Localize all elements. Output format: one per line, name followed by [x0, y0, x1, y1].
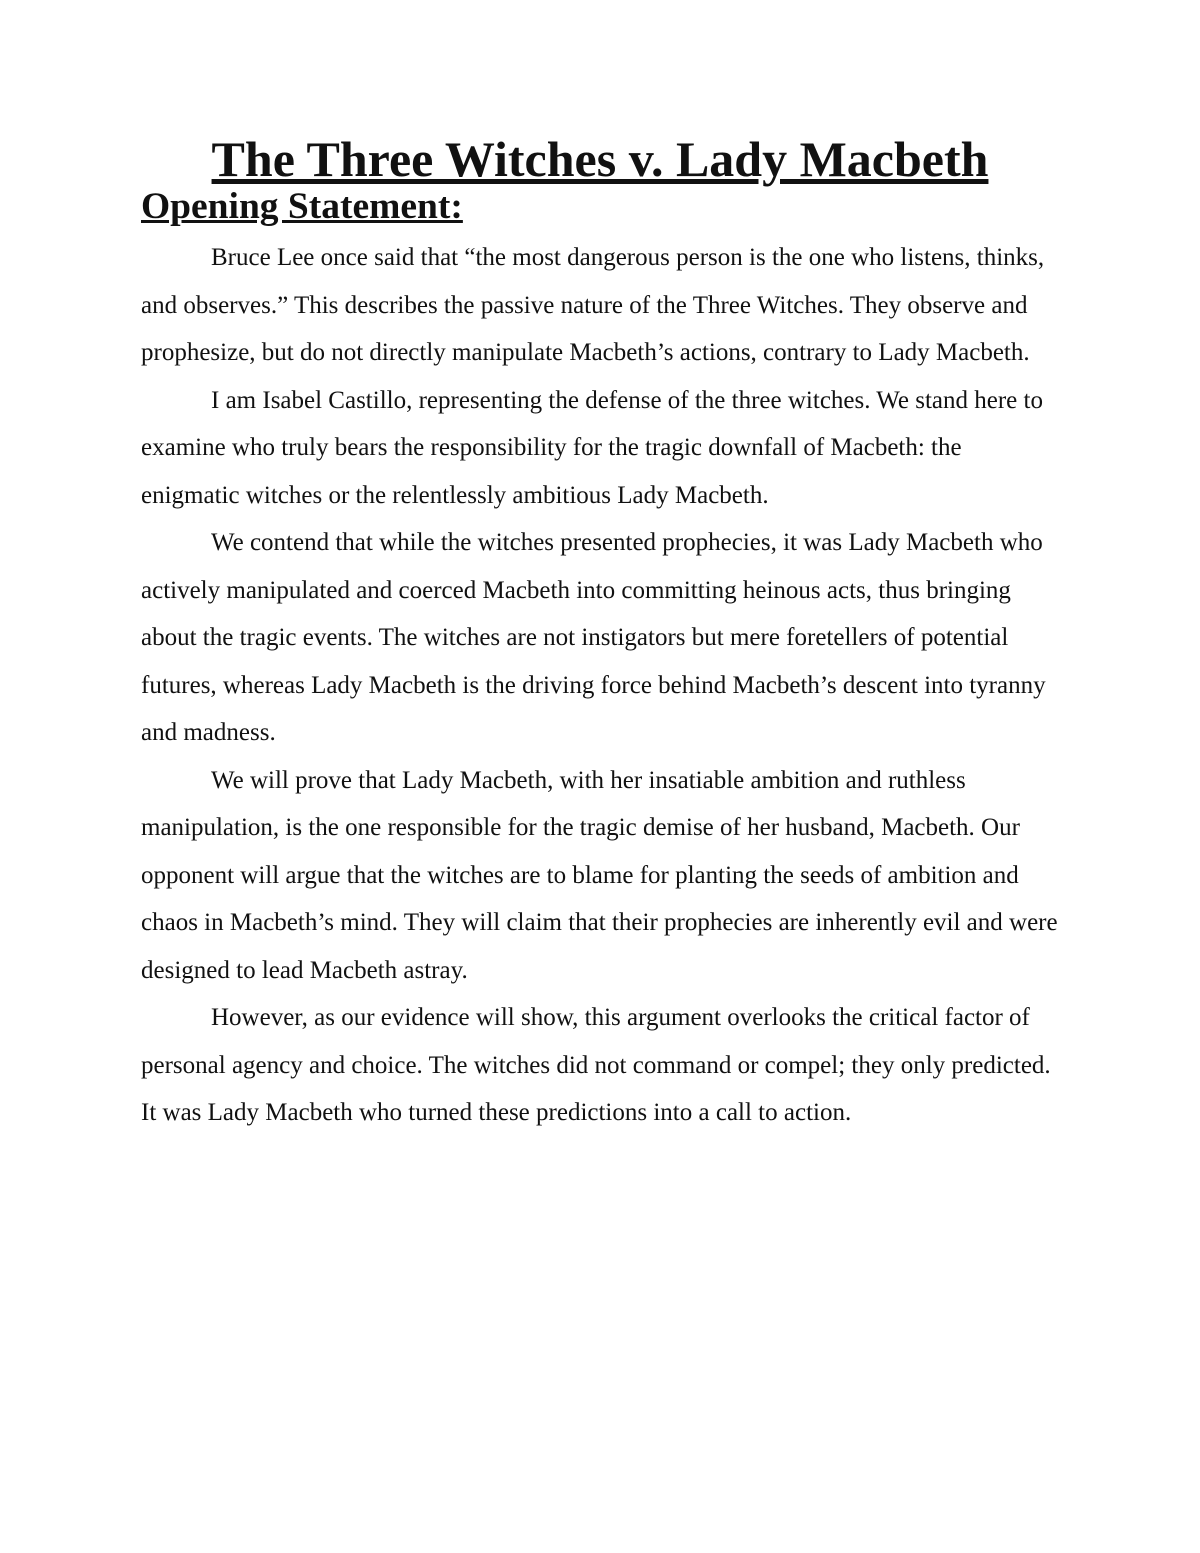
- paragraph: Bruce Lee once said that “the most dangerous person is the one who listens, thinks, and observes.” This describes the passive nature of the Three Witches. They observe and prophesize, but do not directly manipulate Macbeth’s actions, contrary to Lady Macbeth.: [141, 244, 1045, 366]
- paragraph: We will prove that Lady Macbeth, with her insatiable ambition and ruthless manipulation, is the one responsible for the tragic demise of her husband, Macbeth. Our opponent will argue that the witches are to blame for planting the seeds of ambition and chaos in Macbeth’s mind. They will claim that their prophecies are inherently evil and were designed to lead Macbeth astray.: [141, 766, 1058, 984]
- paragraph: However, as our evidence will show, this argument overlooks the critical factor of personal agency and choice. The witches did not command or compel; they only predicted. It was Lady Macbeth who turned these predictions into a call to action.: [141, 1004, 1051, 1126]
- paragraph: We contend that while the witches presented prophecies, it was Lady Macbeth who actively manipulated and coerced Macbeth into committing heinous acts, thus bringing about the tragic events. The witches are not instigators but mere foretellers of potential futures, whereas Lady Macbeth is the driving force behind Macbeth’s descent into tyranny and madness.: [141, 529, 1046, 746]
- paragraph: I am Isabel Castillo, representing the defense of the three witches. We stand here to examine who truly bears the responsibility for the tragic downfall of Macbeth: the enigmatic witches or the relentlessly ambitious Lady Macbeth.: [141, 386, 1043, 509]
- document-title: The Three Witches v. Lady Macbeth: [211, 131, 989, 187]
- section-heading: Opening Statement:: [141, 186, 463, 227]
- document-body: [141, 234, 1061, 1137]
